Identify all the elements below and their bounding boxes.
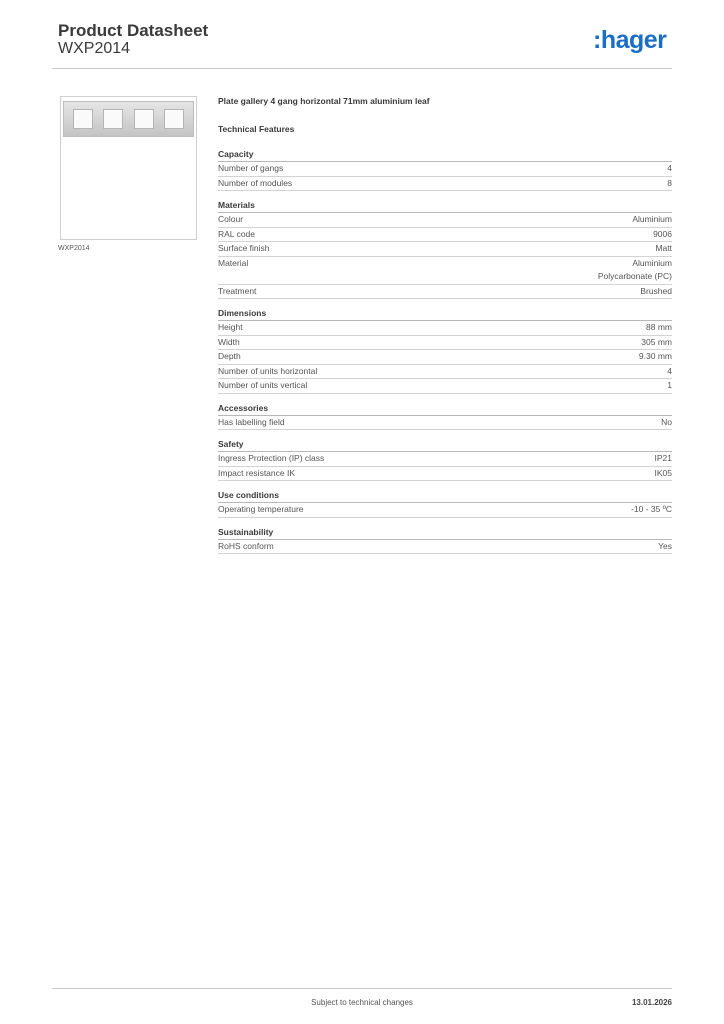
spec-value: 1 [667,380,672,390]
spec-row [218,257,672,285]
spec-row [218,540,672,555]
spec-value: 9006 [653,228,672,239]
spec-row [218,336,672,351]
gang-opening [164,109,184,129]
gang-opening [134,109,154,129]
section-title: Materials [218,197,672,213]
spec-value: IP21 [654,453,672,463]
gang-opening [73,109,93,129]
spec-content [218,92,672,560]
product-description: Plate gallery 4 gang horizontal 71mm aluminium leaf [218,96,430,106]
spec-row [218,213,672,228]
spec-value: IK05 [654,467,672,478]
spec-row [218,467,672,482]
spec-label: Impact resistance IK [218,467,296,478]
spec-row [218,503,672,518]
page-title: Product Datasheet [58,21,209,40]
spec-label: Height [218,322,243,332]
spec-label: Width [218,336,240,347]
spec-label: Number of units horizontal [218,365,318,376]
spec-row [218,416,672,431]
spec-label: Has labelling field [218,416,285,427]
spec-row [218,177,672,192]
spec-section [218,400,672,431]
image-caption: WXP2014 [58,245,90,252]
spec-row [218,379,672,394]
product-image [60,96,197,240]
section-title: Capacity [218,146,672,162]
spec-value: 305 mm [641,336,672,347]
spec-value: 4 [667,365,672,376]
spec-label: RAL code [218,228,256,239]
spec-row [218,321,672,336]
spec-value: No [661,416,672,427]
spec-section [218,146,672,191]
header-divider [52,68,672,69]
spec-value: 88 mm [646,322,672,332]
spec-value: Matt [655,243,672,253]
spec-value: 8 [667,177,672,188]
spec-section [218,197,672,299]
spec-row [218,228,672,243]
section-title: Safety [218,436,672,452]
spec-value: -10 - 35 ºC [631,504,672,514]
footer-divider [52,988,672,989]
spec-label: RoHS conform [218,540,274,551]
spec-value: 4 [667,163,672,173]
spec-row [218,365,672,380]
spec-label: Colour [218,214,244,224]
spec-label: Number of gangs [218,163,284,173]
section-title: Use conditions [218,487,672,503]
spec-label: Depth [218,351,241,361]
spec-row [218,242,672,257]
section-title: Accessories [218,400,672,416]
spec-row [218,285,672,300]
footer-date: 13.01.2026 [631,998,672,1007]
spec-section [218,524,672,555]
section-title: Sustainability [218,524,672,540]
hager-logo: :hager [593,26,667,54]
spec-value: Brushed [640,285,672,296]
technical-features-heading: Technical Features [218,124,295,134]
spec-section [218,305,672,394]
spec-label: Number of modules [218,177,293,188]
footer-note: Subject to technical changes [311,998,413,1007]
spec-value: Aluminium [632,214,672,224]
spec-row [218,452,672,467]
spec-sections [218,146,672,554]
spec-label: Material [218,257,249,268]
spec-section [218,436,672,481]
spec-value: Yes [658,540,672,551]
spec-value: Aluminium Polycarbonate (PC) [597,257,672,281]
gang-opening [103,109,123,129]
spec-row [218,350,672,365]
spec-section [218,487,672,518]
product-code: WXP2014 [58,40,131,57]
spec-label: Operating temperature [218,504,304,514]
spec-label: Number of units vertical [218,380,308,390]
spec-label: Ingress Protection (IP) class [218,453,325,463]
section-title: Dimensions [218,305,672,321]
plate-illustration [63,101,194,137]
spec-row [218,162,672,177]
spec-label: Surface finish [218,243,270,253]
spec-value: 9.30 mm [638,351,672,361]
spec-label: Treatment [218,285,257,296]
